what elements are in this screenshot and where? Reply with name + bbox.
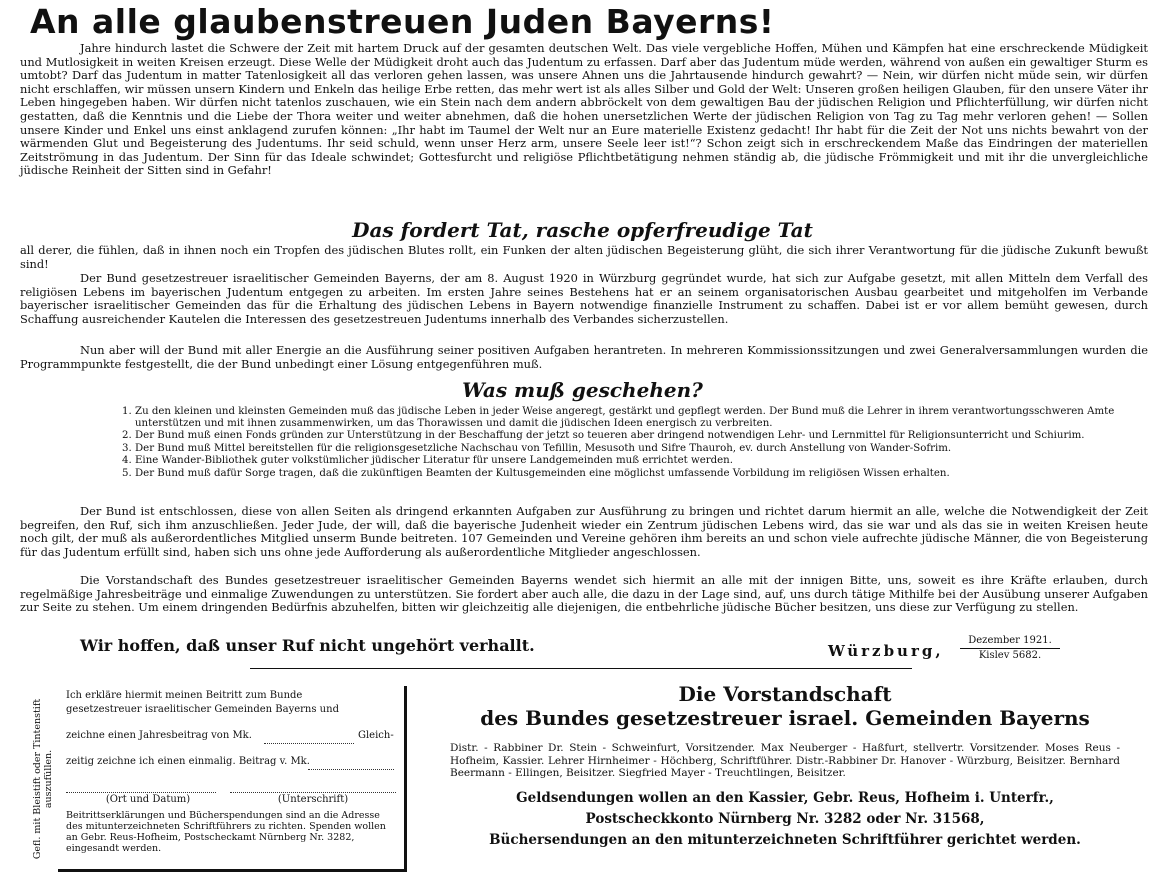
place-date-field[interactable]: [66, 792, 216, 793]
list-item: 1. Zu den kleinen und kleinsten Gemeinden muß das jüdische Leben in jeder Weise angeregt, gestärkt und gepflegt werden. Der Bund muß die Lehrer in ihrem verantwortungsschweren Amte unterstützen und mit ihnen zusammenwirken, um das Thorawissen und damit die jüdischen Ideen energisch zu verbreiten.: [135, 406, 1165, 429]
list-item: 3. Der Bund muß Mittel bereitstellen für die religionsgesetzliche Nachschau von Tefillin, Mesusoth und Sifre Thauroh, ev. durch Anstellung von Wander-Sofrim.: [135, 443, 1165, 455]
payment-line-1: Geldsendungen wollen an den Kassier, Gebr. Reus, Hofheim i. Unterfr.,: [516, 789, 1054, 806]
paragraph-entschlossen: Der Bund ist entschlossen, diese von allen Seiten als dringend erkannten Aufgaben zur Ausführung zu bringen und richtet darum hiermit an alle, welche die Notwendigkeit der Zeit begreifen, den Ruf, sich ihm anzuschließen. Jeder Jude, der will, daß die bayerische Judenheit wieder ein Zentrum jüdischen Lebens wird, das sie war und als das sie in weiten Kreisen heute noch gilt, der muß als außerordentliches Mitglied unserm Bunde beitreten. 107 Gemeinden und Vereine gehören ihm bereits an und schon viele aufrechte jüdische Männer, die von Begeisterung für das Judentum erfüllt sind, haben sich uns ohne jede Aufforderung als außerordentliche Mitglieder angeschlossen.: [20, 504, 1148, 559]
form-side-note: Gefl. mit Bleistift oder Tintenstift auszufüllen.: [32, 698, 54, 860]
form-footnote: Beitrittserklärungen und Bücherspendungen sind an die Adresse des mitunterzeichneten Schriftführers zu richten. Spenden wollen an Gebr. Reus-Hofheim, Postscheckamt Nürnberg Nr. 3282, eingesandt werden.: [66, 810, 386, 854]
yearly-label: zeichne einen Jahresbeitrag von Mk.: [66, 730, 252, 741]
date-block: [960, 634, 1060, 662]
intro-paragraph: Jahre hindurch lastet die Schwere der Zeit mit hartem Druck auf der gesamten deutschen Welt. Das viele vergebliche Hoffen, Mühen und Kämpfen hat eine erschreckende Müdigkeit und Mutlosigkeit in weiten Kreisen erzeugt. Diese Welle der Müdigkeit droht auch das Judentum zu erfassen. Darf aber das Judentum müde werden, während von außen ein gewaltiger Sturm es umtobt? Darf das Judentum in matter Tatenlosigkeit all das verloren gehen lassen, was unsere Ahnen uns die Jahrtausende hindurch gewahrt? — Nein, wir dürfen nicht müde sein, wir dürfen nicht erschlaffen, wir müssen unsern Kindern und Enkeln das heilige Erbe retten, das mehr wert ist als alles Silber und Gold der Welt: Unseren großen heiligen Glauben, für den unsere Väter ihr Leben hingegeben haben. Wir dürfen nicht tatenlos zuschauen, wie ein Stein nach dem andern abbröckelt von dem gewaltigen Bau der jüdischen Religion und Pflichterfüllung, wir dürfen nicht gestatten, daß die Kenntnis und die Liebe der Thora weiter und weiter abnehmen, daß die hohen unersetzlichen Werte der jüdischen Religion von Tag zu Tag mehr verloren gehen! — Sollen unsere Kinder und Enkel uns einst anklagend zurufen können: „Ihr habt im Taumel der Welt nur an Eure materielle Existenz gedacht! Ihr habt für die Zeit der Not uns nichts bewahrt von der wärmenden Glut und Begeisterung des Judentums. Ihr seid schuld, wenn unser Herz arm, unsere Seele leer ist!“? Schon zeigt sich in erschreckendem Maße das Eindringen der materiellen Zeitströmung in das Judentum. Der Sinn für das Ideale schwindet; Gottesfurcht und religiöse Pflichtbetätigung nehmen ständig ab, die jüdische Frömmigkeit und mit ihr die unvergleichliche jüdische Reinheit der Sitten sind in Gefahr!: [20, 41, 1148, 178]
page-title: An alle glaubenstreuen Juden Bayerns!: [30, 2, 775, 41]
board-subtitle: des Bundes gesetzestreuer israel. Gemeinden Bayerns: [480, 706, 1090, 730]
city-name: Würzburg,: [828, 642, 944, 660]
place-date-label: (Ort und Datum): [105, 794, 191, 805]
list-item: 4. Eine Wander-Bibliothek guter volkstümlicher jüdischer Literatur für unsere Landgemeinden muß errichtet werden.: [135, 455, 1165, 467]
divider: [250, 668, 912, 669]
form-line-once: zeitig zeichne ich einen einmalig. Beitrag v. Mk.: [66, 756, 310, 767]
gleich-label: Gleich-: [358, 730, 394, 741]
signature-label: (Unterschrift): [277, 794, 349, 805]
form-line-bund: gesetzestreuer israelitischer Gemeinden Bayerns und: [66, 704, 339, 715]
form-line-join: Ich erkläre hiermit meinen Beitritt zum Bunde: [66, 690, 303, 701]
once-amount-field[interactable]: [308, 769, 394, 770]
paragraph-vorstandschaft: Die Vorstandschaft des Bundes gesetzestreuer israelitischer Gemeinden Bayerns wendet sich hiermit an alle mit der innigen Bitte, uns, soweit es ihre Kräfte erlauben, durch regelmäßige Jahresbeiträge und einmalige Zuwendungen zu unterstützen. Sie fordert aber auch alle, die dazu in der Lage sind, auf, uns durch tätige Mithilfe bei der Ausübung unserer Aufgaben zur Seite zu stehen. Um einem dringenden Bedürfnis abzuhelfen, bitten wir gleichzeitig alle diejenigen, die entbehrliche jüdische Bücher besitzen, uns diese zur Verfügung zu stellen.: [20, 573, 1148, 615]
list-item: 2. Der Bund muß einen Fonds gründen zur Unterstützung in der Beschaffung der jetzt so teueren aber dringend notwendigen Lehr- und Lernmittel für Religionsunterricht und Schiurim.: [135, 430, 1165, 442]
yearly-amount-field[interactable]: [264, 743, 354, 744]
board-members: Distr. - Rabbiner Dr. Stein - Schweinfurt, Vorsitzender. Max Neuberger - Haßfurt, stellvertr. Vorsitzender. Moses Reus - Hofheim, Kassier. Lehrer Hirnheimer - Höchberg, Schriftführer. Distr.-Rabbiner Dr. Hanover - Würzburg, Beisitzer. Bernhard Beermann - Ellingen, Beisitzer. Siegfried Mayer - Treuchtlingen, Beisitzer.: [450, 742, 1120, 779]
date-gregorian: Dezember 1921.: [960, 634, 1060, 649]
date-hebrew: Kislev 5682.: [978, 650, 1042, 661]
task-list: [115, 406, 1165, 480]
payment-line-2: Postscheckkonto Nürnberg Nr. 3282 oder Nr. 31568,: [585, 810, 985, 827]
membership-form: [18, 686, 400, 870]
closing-line: Wir hoffen, daß unser Ruf nicht ungehört verhallt.: [80, 636, 535, 655]
heading-tat: Das fordert Tat, rasche opferfreudige Tat: [352, 218, 813, 242]
board-title: Die Vorstandschaft: [678, 682, 892, 706]
paragraph-energie: Nun aber will der Bund mit aller Energie an die Ausführung seiner positiven Aufgaben herantreten. In mehreren Kommissionssitzungen und zwei Generalversammlungen wurden die Programmpunkte festgestellt, die der Bund unbedingt einer Lösung entgegenführen muß.: [20, 343, 1148, 371]
paragraph-derer: all derer, die fühlen, daß in ihnen noch ein Tropfen des jüdischen Blutes rollt, ein Funken der alten jüdischen Begeisterung glüht, die sich ihrer Verantwortung für die jüdische Zukunft bewußt sind!: [20, 243, 1148, 271]
payment-line-3: Büchersendungen an den mitunterzeichneten Schriftführer gerichtet werden.: [489, 831, 1081, 848]
paragraph-bund: Der Bund gesetzestreuer israelitischer Gemeinden Bayerns, der am 8. August 1920 in Würzburg gegründet wurde, hat sich zur Aufgabe gesetzt, mit allen Mitteln dem Verfall des religiösen Lebens im bayerischen Judentum entgegen zu arbeiten. Im ersten Jahre seines Bestehens hat er an seinem organisatorischen Ausbau gearbeitet und mitgeholfen im Verbande bayerischer israelitischer Gemeinden das für die Erhaltung des jüdischen Lebens in Bayern notwendige finanzielle Instrument zu schaffen. Dabei ist er vor allem bemüht gewesen, durch Schaffung ausreichender Kautelen die Interessen des gesetzestreuen Judentums innerhalb des Verbandes sicherzustellen.: [20, 271, 1148, 326]
board-block: [420, 682, 1150, 851]
form-line-yearly: [66, 730, 396, 742]
list-item: 5. Der Bund muß dafür Sorge tragen, daß die zukünftigen Beamten der Kultusgemeinden eine möglichst umfassende Vorbildung im religiösen Wissen erhalten.: [135, 468, 1165, 480]
heading-was-muss: Was muß geschehen?: [462, 378, 703, 402]
signature-field[interactable]: [230, 792, 396, 793]
